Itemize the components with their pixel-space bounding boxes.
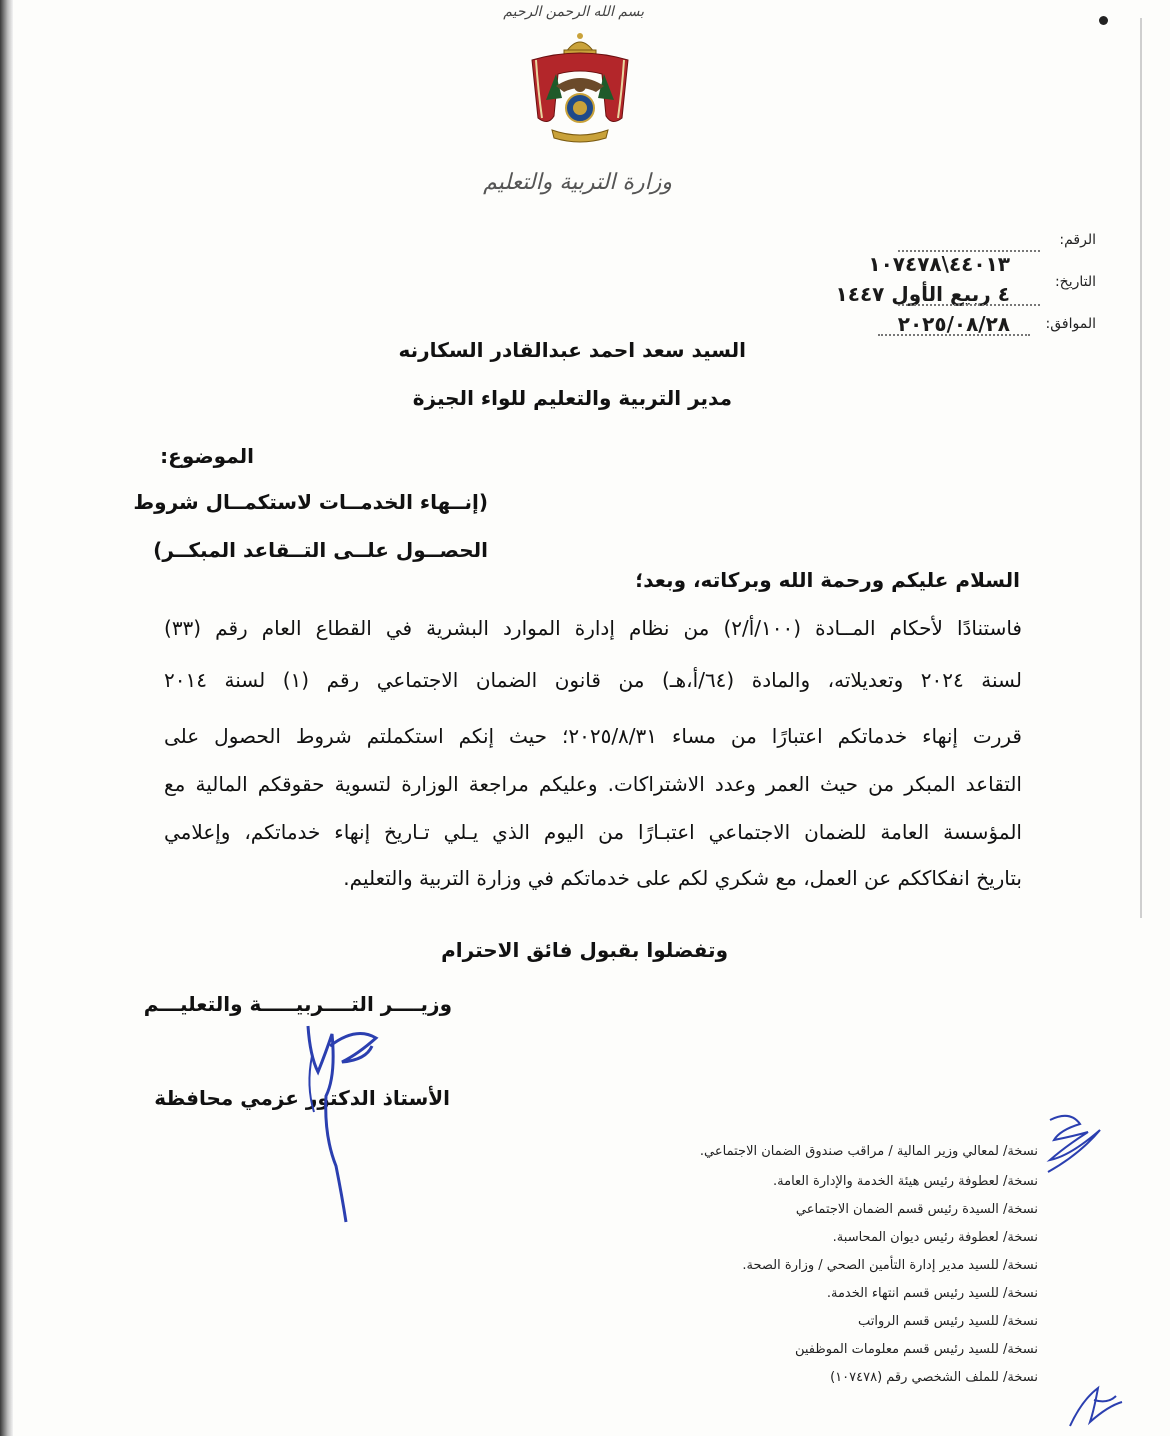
copy-recipient: نسخة/ لمعالي وزير المالية / مراقب صندوق الضمان الاجتماعي.: [699, 1144, 1038, 1159]
initials-mark-bottom: [1064, 1380, 1126, 1432]
corresponding-date-label: الموافق:: [1045, 316, 1096, 332]
scan-edge-left: [0, 0, 13, 1436]
body-line: التقاعد المبكر من حيث العمر وعدد الاشتراكات. وعليكم مراجعة الوزارة لتسوية حقوقكم المالية مع: [164, 772, 1022, 796]
hijri-date: ٤ ربيع الأول ١٤٤٧: [835, 282, 1010, 306]
initials-mark-top: [1040, 1110, 1104, 1178]
recipient-name: السيد سعد احمد عبدالقادر السكارنه: [398, 338, 746, 362]
body-line: بتاريخ انفكاككم عن العمل، مع شكري لكم على خدماتكم في وزارة التربية والتعليم.: [343, 866, 1022, 890]
copy-recipient: نسخة/ للسيد مدير إدارة التأمين الصحي / وزارة الصحة.: [742, 1258, 1038, 1273]
gregorian-date: ٢٠٢٥/٠٨/٢٨: [897, 312, 1010, 336]
body-line: لسنة ٢٠٢٤ وتعديلاته، والمادة (٦٤/أ،هـ) من قانون الضمان الاجتماعي رقم (١) لسنة ٢٠١٤: [164, 668, 1022, 692]
body-line: قررت إنهاء خدماتكم اعتبارًا من مساء ٢٠٢٥/٨/٣١؛ حيث إنكم استكملتم شروط الحصول على: [164, 724, 1022, 748]
signatory-title: وزيــــر التــــربيـــــة والتعليـــم: [143, 992, 452, 1016]
copy-recipient: نسخة/ للملف الشخصي رقم (١٠٧٤٧٨): [830, 1370, 1038, 1385]
body-line: المؤسسة العامة للضمان الاجتماعي اعتبـارًا من اليوم الذي يـلي تـاريخ إنهاء خدماتكم، وإعلامي: [164, 820, 1022, 844]
ministry-name: وزارة التربية والتعليم: [483, 170, 672, 195]
copy-recipient: نسخة/ السيدة رئيس قسم الضمان الاجتماعي: [795, 1202, 1038, 1217]
copy-recipient: نسخة/ للسيد رئيس قسم معلومات الموظفين: [794, 1342, 1038, 1357]
scan-edge-right: [1140, 18, 1142, 918]
copy-recipient: نسخة/ لعطوفة رئيس هيئة الخدمة والإدارة العامة.: [773, 1174, 1038, 1189]
reference-number: ٤٤٠١٣\١٠٧٤٧٨: [868, 252, 1010, 276]
date-label: التاريخ:: [1054, 274, 1096, 290]
copy-recipient: نسخة/ للسيد رئيس قسم الرواتب: [858, 1314, 1038, 1329]
basmala: بسم الله الرحمن الرحيم: [503, 4, 644, 20]
subject-line-1: (إنــهاء الخدمــات لاستكمــال شروط: [133, 490, 488, 514]
date-dotted-line: [898, 304, 1040, 306]
scan-dot: [1099, 16, 1108, 25]
reference-label: الرقم:: [1059, 232, 1096, 248]
body-line: فاستنادًا لأحكام المــادة (١٠٠/أ/٢) من نظام إدارة الموارد البشرية في القطاع العام رقم (٣٣): [164, 616, 1022, 640]
corresponding-dotted-line: [878, 334, 1030, 336]
copy-recipient: نسخة/ لعطوفة رئيس ديوان المحاسبة.: [832, 1230, 1038, 1245]
subject-line-2: الحصــول علــى التــقاعد المبكــر): [153, 538, 488, 562]
subject-label: الموضوع:: [160, 444, 254, 468]
signatory-name: الأستاذ الدكتور عزمي محافظة: [154, 1086, 450, 1110]
coat-of-arms-emblem: [526, 30, 634, 148]
recipient-position: مدير التربية والتعليم للواء الجيزة: [412, 386, 732, 410]
copy-recipient: نسخة/ للسيد رئيس قسم انتهاء الخدمة.: [826, 1286, 1038, 1301]
closing: وتفضلوا بقبول فائق الاحترام: [441, 938, 728, 962]
minister-signature: [296, 1016, 386, 1230]
greeting: السلام عليكم ورحمة الله وبركاته، وبعد؛: [635, 568, 1020, 592]
